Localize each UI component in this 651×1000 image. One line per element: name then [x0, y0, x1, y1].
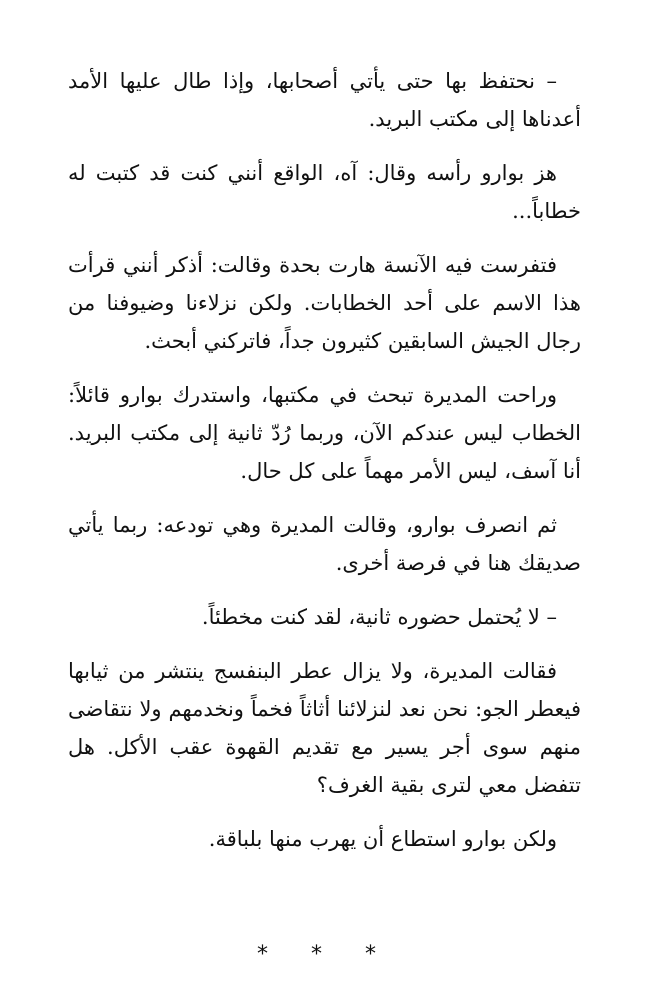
paragraph-6: – لا يُحتمل حضوره ثانية، لقد كنت مخطئاً. — [201, 605, 557, 629]
section-separator: * * * — [257, 942, 394, 967]
paragraph-3: فتفرست فيه الآنسة هارت بحدة وقالت: أذكر أنني قرأت هذا الاسم على أحد الخطابات. ولكن نزلاءنا وضيوفنا من رجال الجيش السابقين كثيرون جداً، فاتركني أبحث. — [68, 253, 581, 353]
paragraph-1: – نحتفظ بها حتى يأتي أصحابها، وإذا طال عليها الأمد أعدناها إلى مكتب البريد. — [68, 69, 581, 131]
paragraph-7: فقالت المديرة، ولا يزال عطر البنفسج ينتشر من ثيابها فيعطر الجو: نحن نعد لنزلائنا أثاثاً فخماً ونخدمهم ولا نتقاضى منهم سوى أجر يسير مع تقديم القهوة عقب الأكل. هل تتفضل معي لترى بقية الغرف؟ — [68, 659, 581, 797]
paragraph-5: ثم انصرف بوارو، وقالت المديرة وهي تودعه: ربما يأتي صديقك هنا في فرصة أخرى. — [68, 513, 581, 575]
page-text — [68, 62, 581, 874]
paragraph-2: هز بوارو رأسه وقال: آه، الواقع أنني كنت قد كتبت له خطاباً... — [68, 161, 581, 223]
paragraph-4: وراحت المديرة تبحث في مكتبها، واستدرك بوارو قائلاً: الخطاب ليس عندكم الآن، وربما رُدّ ثانية إلى مكتب البريد. أنا آسف، ليس الأمر مهماً على كل حال. — [68, 383, 581, 483]
paragraph-8: ولكن بوارو استطاع أن يهرب منها بلباقة. — [208, 827, 557, 851]
